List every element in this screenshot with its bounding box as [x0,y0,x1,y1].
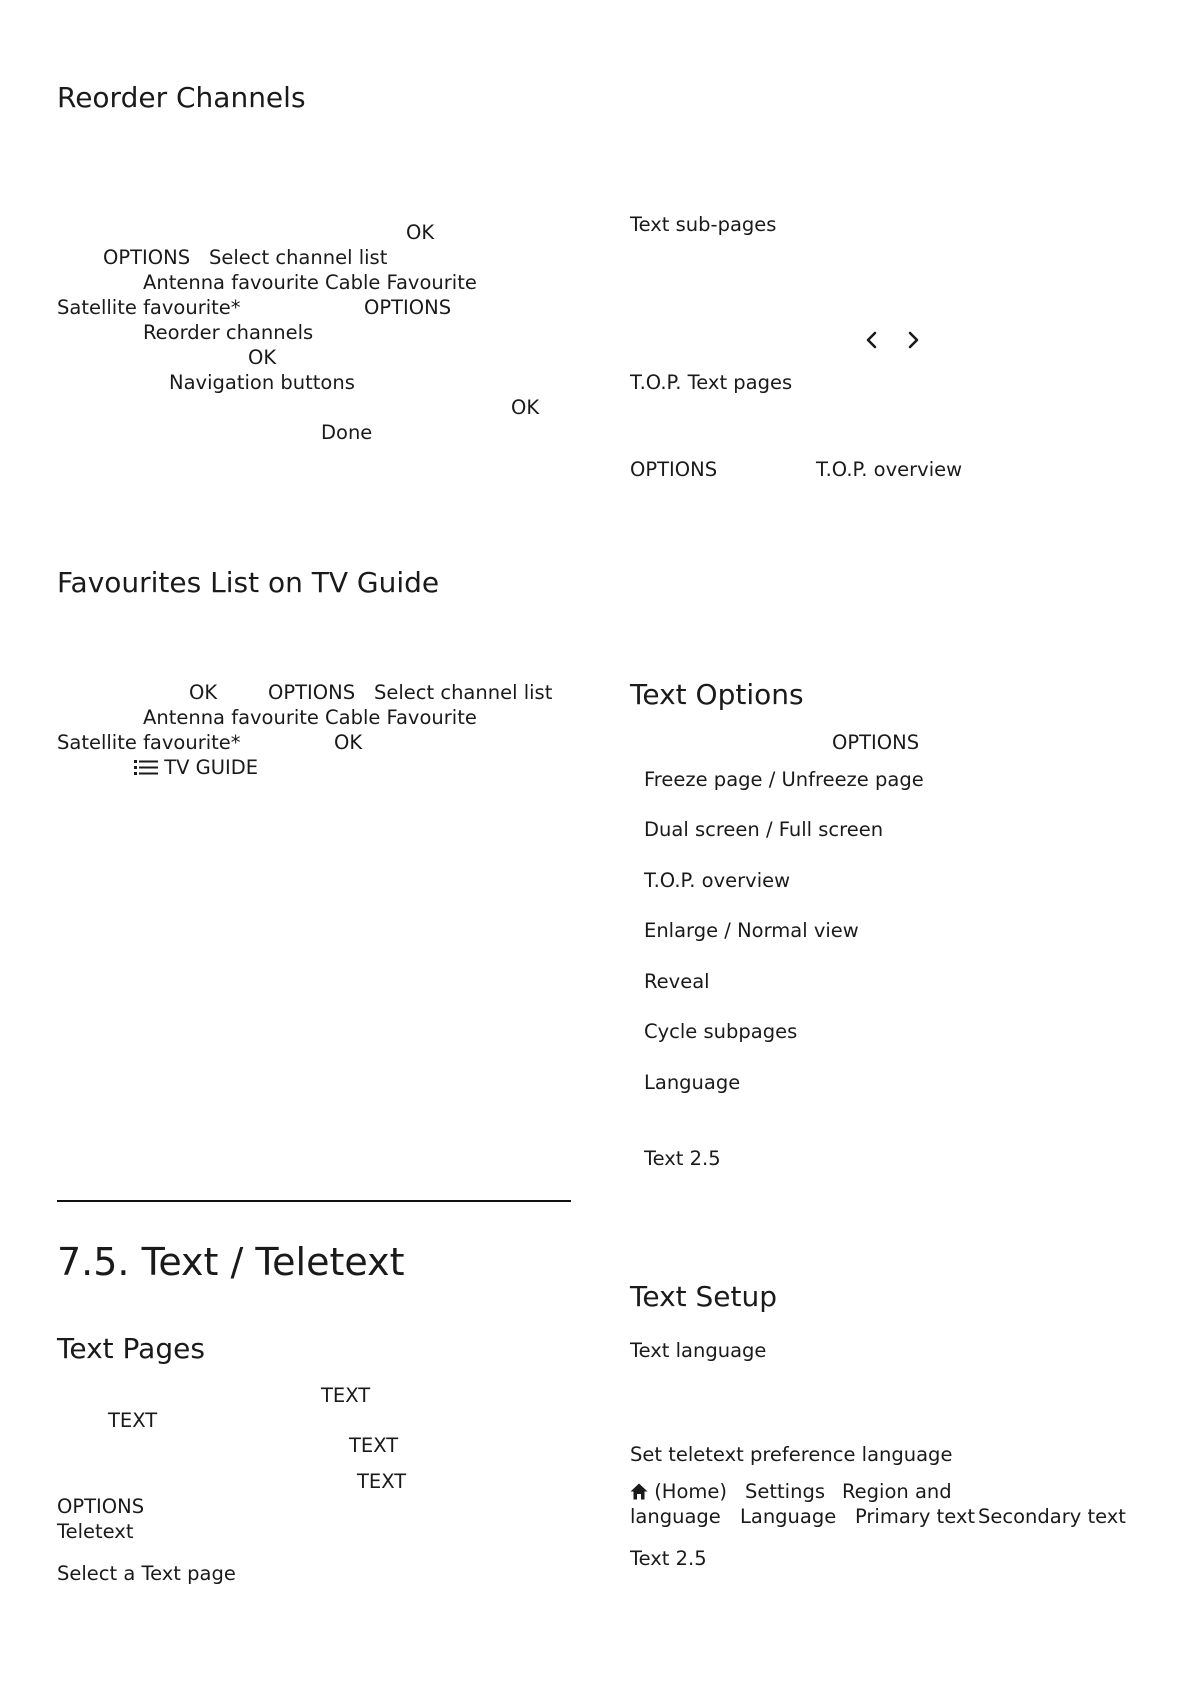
ok-key-label: OK [248,346,277,369]
ok-key-label: OK [334,731,363,754]
options-key-label: OPTIONS [832,731,920,754]
chevron-left-icon [861,329,883,351]
language-label: Language [740,1505,837,1528]
text-setup-heading: Text Setup [630,1280,778,1313]
navigation-buttons-label: Navigation buttons [169,371,355,394]
done-label: Done [321,421,373,444]
text-options-heading: Text Options [630,678,804,711]
teletext-label: Teletext [57,1520,134,1543]
reorder-channels-heading: Reorder Channels [57,81,306,114]
select-channel-list-label: Select channel list [374,681,553,704]
satellite-favourite-label: Satellite favourite* [57,731,241,754]
primary-text-label: Primary text [855,1505,976,1528]
tv-guide-label: TV GUIDE [164,756,259,779]
list-item: Freeze page / Unfreeze page [644,768,924,791]
secondary-text-label: Secondary text [978,1505,1126,1528]
list-item: Dual screen / Full screen [644,818,884,841]
antenna-favourite-label: Antenna favourite [143,271,319,294]
ok-key-label: OK [189,681,218,704]
select-text-page-label: Select a Text page [57,1562,236,1585]
cable-favourite-label: Cable Favourite [325,271,477,294]
reorder-channels-label: Reorder channels [143,321,314,344]
options-key-label: OPTIONS [57,1495,145,1518]
top-overview-label: T.O.P. overview [816,458,963,481]
options-key-label: OPTIONS [103,246,191,269]
list-item: T.O.P. overview [644,869,791,892]
language-word-label: language [630,1505,721,1528]
home-label: (Home) [654,1480,728,1503]
region-and-label: Region and [842,1480,952,1503]
options-key-label: OPTIONS [364,296,452,319]
satellite-favourite-label: Satellite favourite* [57,296,241,319]
favourites-list-heading: Favourites List on TV Guide [57,566,440,599]
text-key-label: TEXT [357,1470,407,1493]
text-sub-pages-label: Text sub-pages [630,213,777,236]
options-key-label: OPTIONS [630,458,718,481]
section-divider [57,1200,571,1202]
home-key [630,1482,727,1504]
text-key-label: TEXT [349,1434,399,1457]
settings-label: Settings [745,1480,825,1503]
ok-key-label: OK [511,396,540,419]
tv-guide-key [134,758,258,780]
text-key-label: TEXT [321,1384,371,1407]
antenna-favourite-label: Antenna favourite [143,706,319,729]
top-text-pages-label: T.O.P. Text pages [630,371,793,394]
options-key-label: OPTIONS [268,681,356,704]
list-item: Language [644,1071,741,1094]
cable-favourite-label: Cable Favourite [325,706,477,729]
text-pages-heading: Text Pages [57,1332,205,1365]
reference-label: Text 2.5 [644,1147,721,1170]
section-title: 7.5. Text / Teletext [57,1240,405,1284]
home-icon [630,1483,648,1504]
set-teletext-preference-label: Set teletext preference language [630,1443,953,1466]
list-item: Reveal [644,970,710,993]
list-item: Enlarge / Normal view [644,919,859,942]
reference-label: Text 2.5 [630,1547,707,1570]
ok-key-label: OK [406,221,435,244]
text-key-label: TEXT [108,1409,158,1432]
text-language-label: Text language [630,1339,767,1362]
list-item: Cycle subpages [644,1020,798,1043]
chevron-right-icon [902,329,924,351]
tv-guide-icon [134,759,158,780]
select-channel-list-label: Select channel list [209,246,388,269]
